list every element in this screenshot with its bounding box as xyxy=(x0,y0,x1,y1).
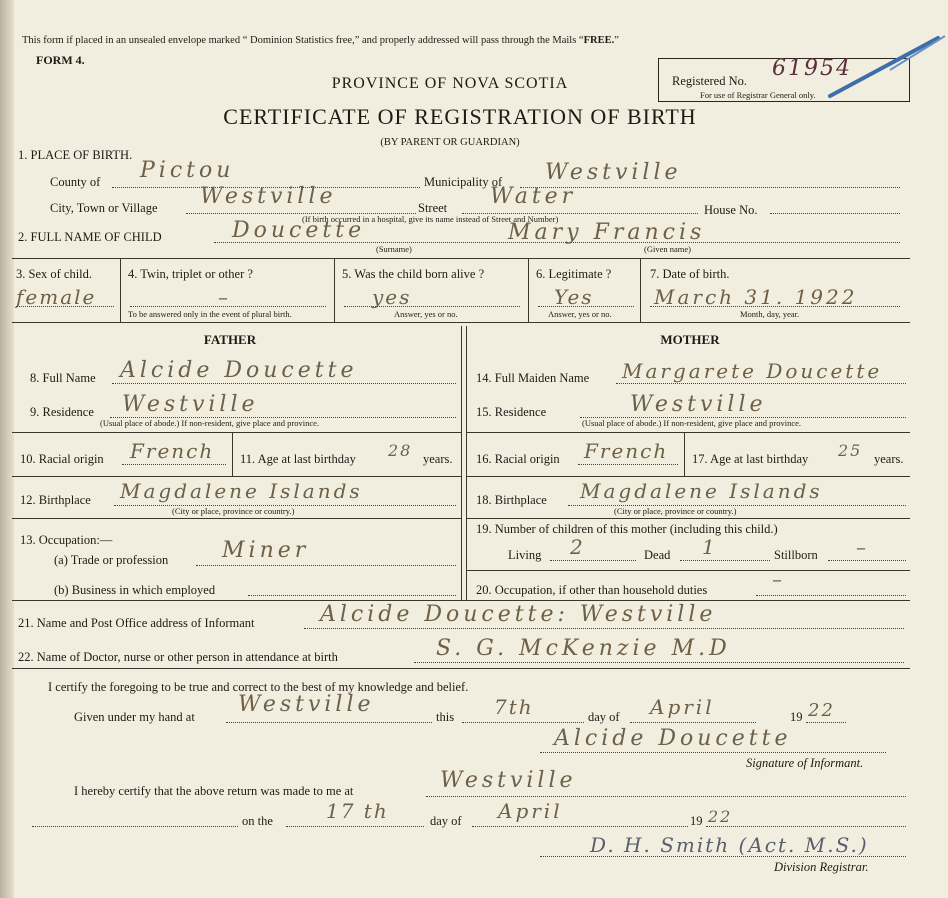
mother-rule-2 xyxy=(466,476,910,477)
row3-divider-3 xyxy=(528,258,529,322)
surname-caption: (Surname) xyxy=(376,244,412,254)
child-name-label: 2. FULL NAME OF CHILD xyxy=(18,230,162,244)
mother-rule-1 xyxy=(466,432,910,433)
informant-signature-caption: Signature of Informant. xyxy=(746,756,864,770)
twin-line xyxy=(130,306,326,307)
legitimate-label: 6. Legitimate ? xyxy=(536,267,612,281)
street-label: Street xyxy=(418,201,448,215)
father-residence-caption: (Usual place of abode.) If non-resident, give place and province. xyxy=(100,418,320,428)
mother-age: 25 xyxy=(838,441,863,460)
mail-notice xyxy=(22,34,619,48)
father-trade-label: (a) Trade or profession xyxy=(54,553,169,567)
doctor-label: 22. Name of Doctor, nurse or other person in attendance at birth xyxy=(18,650,338,664)
father-rule-2 xyxy=(12,476,461,477)
dead-value: 1 xyxy=(702,535,717,559)
cert-top-rule xyxy=(12,668,910,669)
mother-years: years. xyxy=(874,452,904,466)
registrar-year-line xyxy=(706,826,906,827)
this-label: this xyxy=(436,710,455,724)
father-years: years. xyxy=(423,452,453,466)
given-place: Westville xyxy=(238,692,375,717)
mother-name: Margarete Doucette xyxy=(622,359,883,383)
living-label: Living xyxy=(508,548,542,562)
given-label: Given under my hand at xyxy=(74,710,195,724)
row3-bottom-rule xyxy=(12,322,910,323)
city-value: Westville xyxy=(200,184,337,209)
mother-rule-3 xyxy=(466,518,910,519)
house-line xyxy=(770,213,900,214)
mother-birthplace: Magdalene Islands xyxy=(580,479,823,503)
row3-divider-2 xyxy=(334,258,335,322)
legitimate-line xyxy=(538,306,634,307)
sex-label: 3. Sex of child. xyxy=(16,267,93,281)
father-birthplace-caption: (City or place, province or country.) xyxy=(172,506,295,516)
alive-value: yes xyxy=(372,285,412,309)
registrar-day: 17 th xyxy=(326,799,389,823)
father-residence: Westville xyxy=(122,392,259,417)
mother-age-label: 17. Age at last birthday xyxy=(692,452,809,466)
parents-divider-b xyxy=(466,326,467,600)
father-name: Alcide Doucette xyxy=(120,358,358,383)
father-racial-line xyxy=(122,464,226,465)
mother-heading: MOTHER xyxy=(660,332,720,347)
given-place-line xyxy=(226,722,432,723)
county-value: Pictou xyxy=(140,158,235,183)
on-the-label: on the xyxy=(242,814,273,828)
registrar-month: April xyxy=(498,799,563,823)
mother-birthplace-caption: (City or place, province or country.) xyxy=(614,506,737,516)
row3-divider-1 xyxy=(120,258,121,322)
registrar-signature-line xyxy=(540,856,906,857)
row3-top-rule xyxy=(12,258,910,259)
binding-edge xyxy=(0,0,14,898)
legitimate-caption: Answer, yes or no. xyxy=(548,309,612,319)
father-name-line xyxy=(112,383,456,384)
house-label: House No. xyxy=(704,203,758,217)
father-heading: FATHER xyxy=(203,332,257,347)
doctor-value: S. G. McKenzie M.D xyxy=(436,636,731,661)
alive-label: 5. Was the child born alive ? xyxy=(342,267,485,281)
registration-note: For use of Registrar General only. xyxy=(700,90,816,100)
father-birthplace: Magdalene Islands xyxy=(120,479,363,503)
registrar-day-line xyxy=(286,826,424,827)
given-month: April xyxy=(650,695,715,719)
informant-line xyxy=(304,628,904,629)
stillborn-line xyxy=(828,560,906,561)
stillborn-label: Stillborn xyxy=(774,548,818,562)
county-label: County of xyxy=(50,175,101,189)
father-name-label: 8. Full Name xyxy=(30,371,96,385)
parents-divider-a xyxy=(461,326,462,600)
father-rule-1 xyxy=(12,432,461,433)
mother-age-divider xyxy=(684,432,685,476)
registration-label: Registered No. xyxy=(672,74,747,88)
place-of-birth-heading: 1. PLACE OF BIRTH. xyxy=(18,148,133,162)
registrar-place-line xyxy=(426,796,906,797)
dob-caption: Month, day, year. xyxy=(740,309,800,319)
twin-caption: To be answered only in the event of plural birth. xyxy=(128,309,292,319)
registrar-month-line xyxy=(472,826,688,827)
municipality-label: Municipality of xyxy=(424,175,503,189)
mother-racial-label: 16. Racial origin xyxy=(476,452,560,466)
sex-line xyxy=(16,306,114,307)
given-day-of-label: day of xyxy=(588,710,620,724)
mother-residence-caption: (Usual place of abode.) If non-resident, give place and province. xyxy=(582,418,802,428)
dob-value: March 31. 1922 xyxy=(654,285,858,309)
living-line xyxy=(550,560,636,561)
registrar-signature-caption: Division Registrar. xyxy=(774,860,869,874)
stillborn-value: – xyxy=(856,535,868,559)
mother-occupation: – xyxy=(772,567,784,591)
mother-name-line xyxy=(616,383,906,384)
registrar-signature: D. H. Smith (Act. M.S.) xyxy=(590,833,869,857)
mail-notice-free: FREE. xyxy=(583,35,615,46)
dob-line xyxy=(650,306,900,307)
given-day: 7th xyxy=(494,695,534,719)
alive-caption: Answer, yes or no. xyxy=(394,309,458,319)
informant-label: 21. Name and Post Office address of Informant xyxy=(18,616,255,630)
province-heading: PROVINCE OF NOVA SCOTIA xyxy=(331,75,569,92)
father-birthplace-label: 12. Birthplace xyxy=(20,493,91,507)
registrar-day-of-label: day of xyxy=(430,814,462,828)
registrar-year-prefix: 19 xyxy=(690,814,703,828)
given-year: 22 xyxy=(808,700,835,721)
mother-residence: Westville xyxy=(630,392,767,417)
mother-children-label: 19. Number of children of this mother (including this child.) xyxy=(476,522,778,536)
father-rule-3 xyxy=(12,518,461,519)
alive-line xyxy=(344,306,520,307)
certify-statement: I certify the foregoing to be true and correct to the best of my knowledge and belief. xyxy=(48,680,469,694)
form-number: FORM 4. xyxy=(36,53,85,67)
mother-name-label: 14. Full Maiden Name xyxy=(476,371,590,385)
municipality-value: Westville xyxy=(545,160,682,185)
mother-occupation-label: 20. Occupation, if other than household duties xyxy=(476,583,708,597)
informant-signature: Alcide Doucette xyxy=(554,726,792,751)
page-title: CERTIFICATE OF REGISTRATION OF BIRTH xyxy=(223,104,697,129)
father-age-label: 11. Age at last birthday xyxy=(240,452,356,466)
sex-value: female xyxy=(16,285,97,309)
father-residence-label: 9. Residence xyxy=(30,405,94,419)
street-value: Water xyxy=(490,184,577,209)
father-business-line xyxy=(248,595,456,596)
informant-signature-line xyxy=(540,752,886,753)
pen-stroke-icon xyxy=(820,34,948,114)
father-trade-line xyxy=(196,565,456,566)
father-age: 28 xyxy=(388,441,413,460)
row3-divider-4 xyxy=(640,258,641,322)
father-racial-label: 10. Racial origin xyxy=(20,452,104,466)
child-surname: Doucette xyxy=(232,218,366,243)
mother-occupation-line xyxy=(756,595,906,596)
mother-birthplace-label: 18. Birthplace xyxy=(476,493,547,507)
living-value: 2 xyxy=(570,535,585,559)
parents-bottom-rule xyxy=(12,600,910,601)
twin-value: – xyxy=(218,285,230,309)
doctor-line xyxy=(414,662,904,663)
city-label: City, Town or Village xyxy=(50,201,158,215)
dead-line xyxy=(680,560,770,561)
father-racial: French xyxy=(130,439,215,463)
given-day-line xyxy=(462,722,584,723)
mail-notice-text: This form if placed in an unsealed envelope marked “ Dominion Statistics free,” and properly addressed will pass through the Mails “ xyxy=(22,35,584,46)
father-trade: Miner xyxy=(222,538,310,563)
given-name-caption: (Given name) xyxy=(644,244,691,254)
registrar-year: 22 xyxy=(708,807,733,826)
page-subtitle: (BY PARENT OR GUARDIAN) xyxy=(380,137,520,148)
registrar-left-line xyxy=(32,826,238,827)
registrar-place: Westville xyxy=(440,768,577,793)
registration-number: 61954 xyxy=(772,56,852,81)
dead-label: Dead xyxy=(644,548,671,562)
father-business-label: (b) Business in which employed xyxy=(54,583,216,597)
municipality-line xyxy=(520,187,900,188)
mail-notice-close: ” xyxy=(614,35,619,46)
mother-rule-4 xyxy=(466,570,910,571)
given-year-prefix: 19 xyxy=(790,710,803,724)
twin-label: 4. Twin, triplet or other ? xyxy=(128,267,253,281)
registrar-statement: I hereby certify that the above return was made to me at xyxy=(74,784,354,798)
hospital-note: (If birth occurred in a hospital, give its name instead of Street and Number) xyxy=(302,214,559,224)
legitimate-value: Yes xyxy=(554,285,594,309)
father-occupation-label: 13. Occupation:— xyxy=(20,533,113,547)
father-age-divider xyxy=(232,432,233,476)
mother-racial: French xyxy=(584,439,669,463)
child-given-name: Mary Francis xyxy=(508,220,706,245)
dob-label: 7. Date of birth. xyxy=(650,267,730,281)
mother-racial-line xyxy=(578,464,678,465)
given-month-line xyxy=(630,722,756,723)
given-year-line xyxy=(806,722,846,723)
informant-value: Alcide Doucette: Westville xyxy=(320,602,717,627)
mother-residence-label: 15. Residence xyxy=(476,405,547,419)
